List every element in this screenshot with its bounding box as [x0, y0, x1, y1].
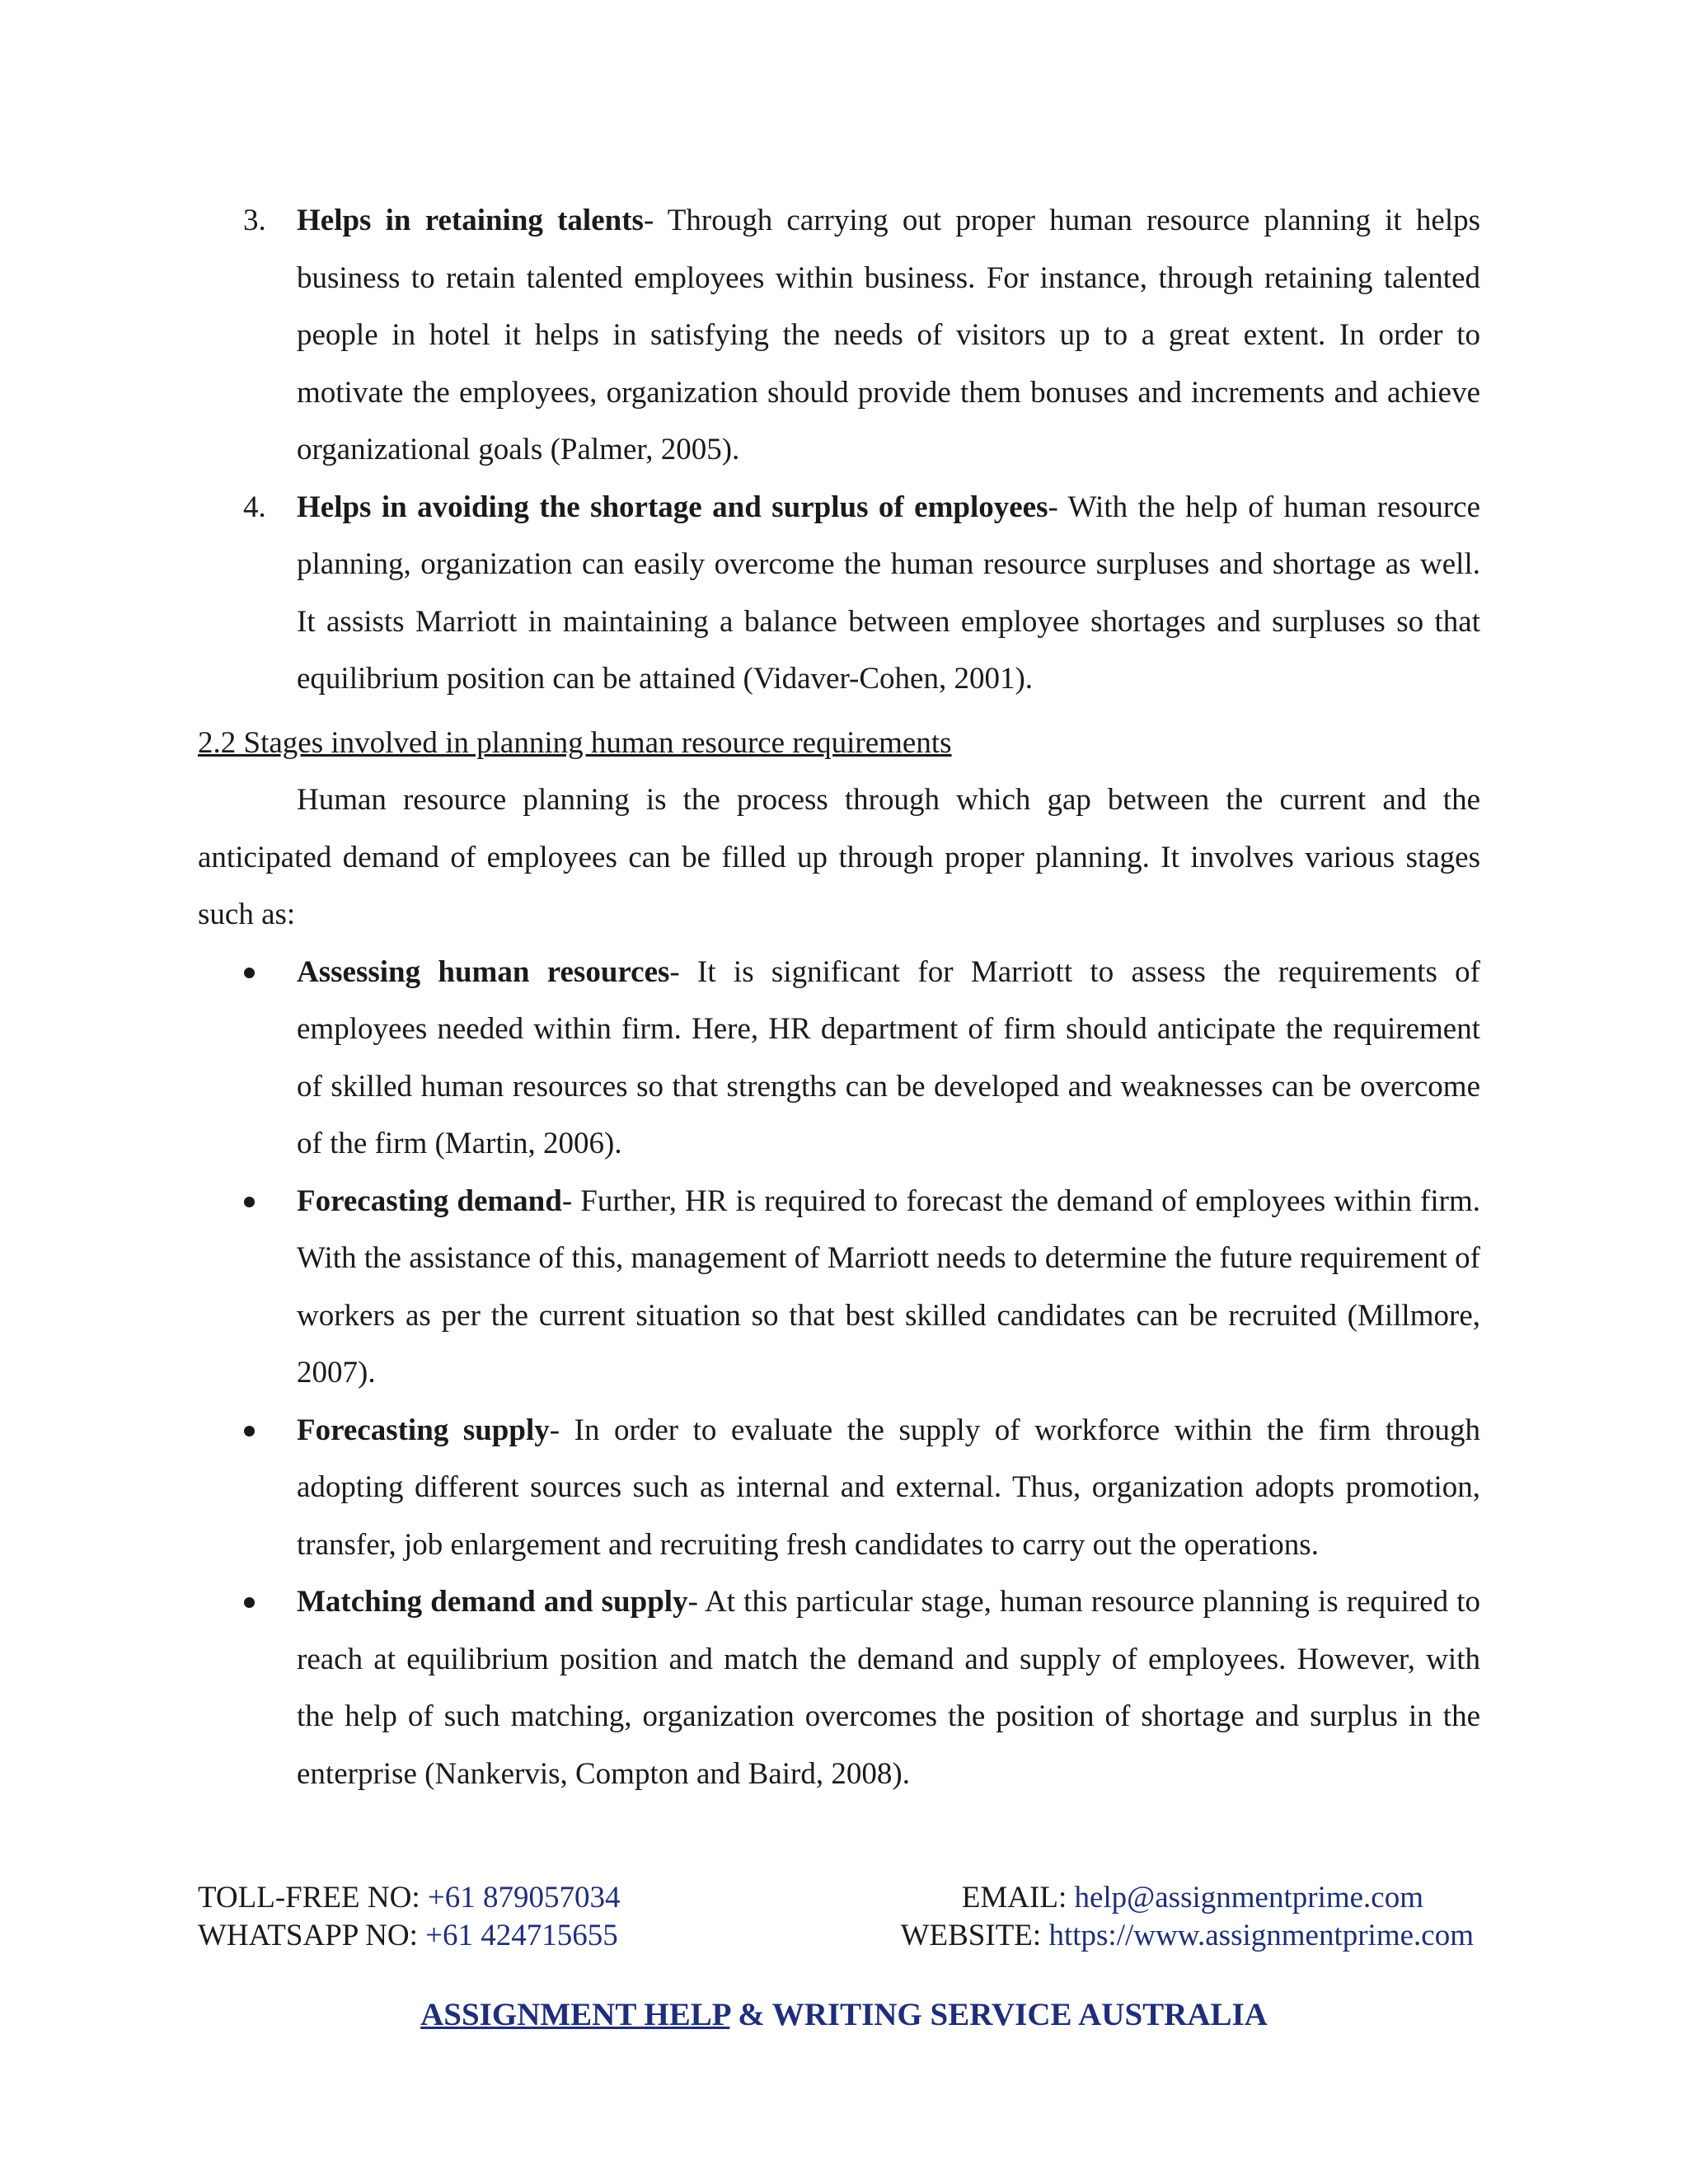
bullet-icon: [244, 1597, 255, 1608]
bullet-item-forecasting-supply: [198, 1402, 1480, 1574]
item-title: Helps in retaining talents: [297, 204, 644, 237]
banner-text: & WRITING SERVICE AUSTRALIA: [729, 1997, 1268, 2032]
website-contact: WEBSITE: https://www.assignmentprime.com: [900, 1919, 1474, 1952]
section-heading: 2.2 Stages involved in planning human resource requirements: [198, 725, 952, 760]
item-text: - It is significant for Marriott to assess the requirements of employees needed within firm. Here, HR department of firm should anticipate the requirement of skilled human resources so that strengths can be developed and weaknesses can be overcome of the firm (Martin, 2006).: [297, 954, 1480, 1160]
website-link[interactable]: https://www.assignmentprime.com: [1048, 1919, 1474, 1952]
numbered-item-4: [198, 479, 1480, 708]
item-title: Forecasting demand: [297, 1183, 562, 1218]
bullet-item-assessing: [198, 944, 1480, 1173]
bullet-item-matching: [198, 1573, 1480, 1802]
item-title: Assessing human resources: [297, 954, 670, 989]
list-number: 4.: [243, 490, 266, 524]
footer-contacts: [198, 1879, 1480, 1955]
list-number: 3.: [243, 204, 266, 237]
bullet-icon: [244, 968, 255, 978]
bullet-item-forecasting-demand: [198, 1173, 1480, 1402]
assignment-help-link[interactable]: ASSIGNMENT HELP: [420, 1997, 730, 2032]
item-text: - In order to evaluate the supply of workforce within the firm through adopting different sources such as internal and external. Thus, organization adopts promotion, transfer, job enlargement and recruiting fresh candidates to carry out the operations.: [297, 1413, 1480, 1562]
email-link[interactable]: help@assignmentprime.com: [1074, 1881, 1423, 1915]
numbered-item-3: [198, 192, 1480, 479]
bullet-icon: [244, 1197, 255, 1207]
email-contact: EMAIL: help@assignmentprime.com: [961, 1881, 1423, 1915]
item-title: Forecasting supply: [297, 1413, 550, 1447]
footer-row-1: [198, 1879, 1480, 1917]
tollfree-number: TOLL-FREE NO: +61 879057034: [198, 1881, 621, 1915]
bullet-icon: [244, 1426, 255, 1436]
document-body: [198, 192, 1480, 1802]
footer-banner: [0, 1996, 1688, 2033]
whatsapp-link[interactable]: +61 424715655: [425, 1919, 618, 1952]
item-title: Helps in avoiding the shortage and surplus of employees: [297, 490, 1048, 524]
tollfree-link[interactable]: +61 879057034: [427, 1881, 621, 1915]
item-title: Matching demand and supply: [297, 1585, 688, 1619]
whatsapp-number: WHATSAPP NO: +61 424715655: [198, 1919, 618, 1952]
item-text: - With the help of human resource planning, organization can easily overcome the human resource surpluses and shortage as well. It assists Marriott in maintaining a balance between employee shortages and surpluses so that equilibrium position can be attained (Vidaver-Cohen, 2001).: [297, 490, 1480, 696]
item-text: - Further, HR is required to forecast the demand of employees within firm. With the assistance of this, management of Marriott needs to determine the future requirement of workers as per the current situation so that best skilled candidates can be recruited (Millmore, 2007).: [297, 1183, 1480, 1390]
section-intro: Human resource planning is the process through which gap between the current and the anticipated demand of employees can be filled up through proper planning. It involves various stages such as:: [198, 783, 1480, 931]
item-text: - At this particular stage, human resource planning is required to reach at equilibrium position and match the demand and supply of employees. However, with the help of such matching, organization overcomes the position of shortage and surplus in the enterprise (Nankervis, Compton and Baird, 2008).: [297, 1585, 1480, 1791]
footer-row-2: [198, 1917, 1480, 1955]
item-text: - Through carrying out proper human resource planning it helps business to retain talented employees within business. For instance, through retaining talented people in hotel it helps in satisfying the needs of visitors up to a great extent. In order to motivate the employees, organization should provide them bonuses and increments and achieve organizational goals (Palmer, 2005).: [297, 204, 1481, 466]
